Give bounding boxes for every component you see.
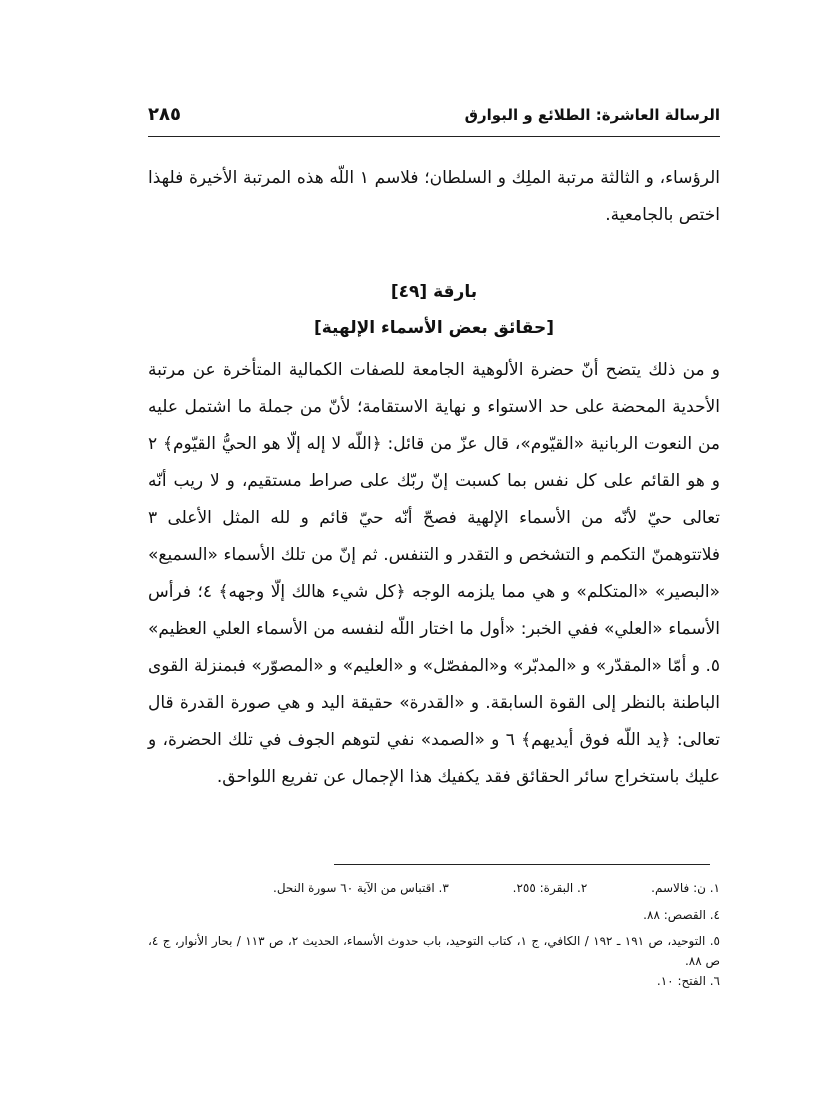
section-title: [حقائق بعض الأسماء الإلهية] (313, 318, 555, 338)
footnote-3: ٣. اقتباس من الآية ٦٠ سورة النحل. (273, 881, 449, 895)
header-rule (148, 136, 720, 137)
section-number: بارقة [٤٩] (390, 282, 478, 302)
footnote-5: ٥. التوحيد، ص ١٩١ ـ ١٩٢ / الكافي، ج ١، كتاب التوحيد، باب حدوث الأسماء، الحديث ٢، ص ١١٣ / بحار الأنوار، ج ٤، ص ٨٨. (148, 934, 720, 968)
page-header (148, 104, 720, 132)
footnote-6: ٦. الفتح: ١٠. (656, 974, 720, 988)
footnote-rule (334, 864, 710, 865)
body-paragraph: و من ذلك يتضح أنّ حضرة الألوهية الجامعة للصفات الكمالية المتأخرة عن مرتبة الأحدية المحضة على حد الاستواء و نهاية الاستقامة؛ لأنّ من جملة ما اشتمل عليه من النعوت الربانية «القيّوم»، قال عزّ من قائل: ﴿اللّه لا إله إلّا هو الحيُّ القيّوم﴾ ٢ و هو القائم على كل نفس بما كسبت إنّ ربّك على صراط مستقيم، و لا ريب أنّه تعالى حيّ لأنّه من الأسماء الإلهية فصحّ أنّه حيّ قائم و لله المثل الأعلى ٣ فلاتتوهمنّ التكمم و التشخص و التقدر و التنفس. ثم إنّ من تلك الأسماء «السميع» «البصير» «المتكلم» و هي مما يلزمه الوجه ﴿كل شيء هالك إلّا وجهه﴾ ٤؛ فرأس الأسماء «العلي» ففي الخبر: «أول ما اختار اللّه لنفسه من الأسماء العلي العظيم» ٥. و أمّا «المقدّر» و «المدبّر» و«المفصّل» و «العليم» و «المصوّر» فبمنزلة القوى الباطنة بالنظر إلى القوة السابقة. و «القدرة» حقيقة اليد و هي صورة القدرة قال تعالى: ﴿يد اللّه فوق أيديهم﴾ ٦ و «الصمد» نفي لتوهم الجوف في تلك الحضرة، و عليك باستخراج سائر الحقائق فقد يكفيك هذا الإجمال عن تفريع اللواحق. (148, 360, 721, 787)
footnotes-row-3 (148, 931, 720, 991)
intro-paragraph: الرؤساء، و الثالثة مرتبة الملِك و السلطان؛ فلاسم ١ اللّه هذه المرتبة الأخيرة فلهذا اختص بالجامعية. (148, 168, 720, 225)
footnotes-row-1 (148, 878, 720, 898)
footnote-1: ١. ن: فالاسم. (651, 881, 720, 895)
page-number: ٢٨٥ (148, 104, 181, 125)
footnotes-row-2 (148, 905, 720, 925)
footnote-2: ٢. البقرة: ٢٥٥. (512, 881, 588, 895)
footnote-4: ٤. القصص: ٨٨. (643, 908, 720, 922)
running-title: الرسالة العاشرة: الطلائع و البوارق (464, 106, 720, 124)
